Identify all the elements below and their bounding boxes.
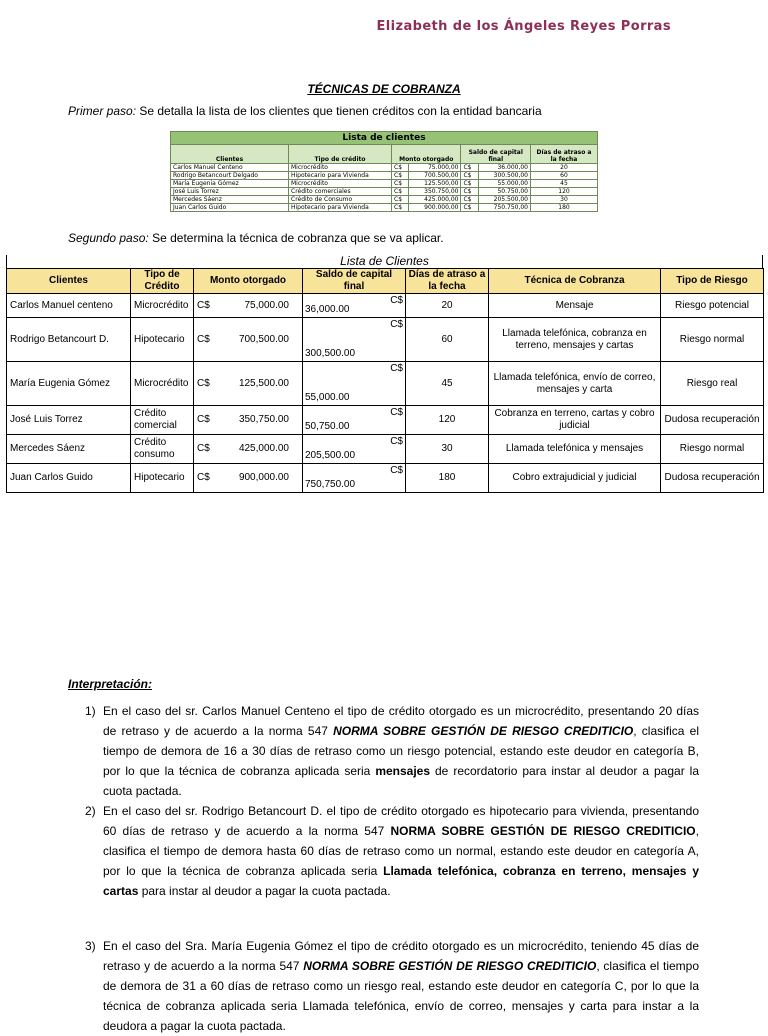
item-text: de recordatorio para instar al deudor a pagar la cuota pactada. (103, 764, 700, 798)
currency-label: C$ (197, 472, 210, 483)
dias-atraso-cell: 20 (406, 294, 489, 318)
riesgo-cell: Riesgo potencial (661, 294, 764, 318)
step-one-paragraph (68, 104, 542, 118)
mini-header: Tipo de crédito (289, 145, 392, 164)
monto-value: 425,000.00 (238, 443, 289, 454)
interpretation-item (85, 701, 700, 801)
currency-label: C$ (390, 363, 403, 374)
emphasis-text: NORMA SOBRE GESTIÓN DE RIESGO CREDITICIO (333, 724, 634, 738)
saldo-cell (303, 318, 406, 362)
mini-table-row (171, 204, 598, 212)
saldo-value: 750,750.00 (305, 479, 356, 490)
mini-table-cell: C$ (392, 204, 409, 212)
mini-table-cell: C$ (392, 172, 409, 180)
currency-label: C$ (197, 299, 210, 311)
monto-value: 900,000.00 (238, 472, 289, 483)
dias-atraso-cell: 45 (406, 362, 489, 406)
mini-table-cell: 180 (531, 204, 598, 212)
monto-value: 700,500.00 (238, 333, 289, 345)
mini-table-cell: Microcrédito (289, 164, 392, 172)
mini-table-cell: 75.000,00 (409, 164, 461, 172)
saldo-cell (303, 435, 406, 464)
saldo-value: 55,000.00 (305, 392, 350, 403)
saldo-cell (303, 362, 406, 406)
riesgo-cell: Dudosa recuperación (661, 464, 764, 493)
item-text: En el caso del sr. Rodrigo Betancourt D. el tipo de crédito otorgado es hipotecario para vivienda, presentando 60 días de retraso y de acuerdo a la norma 547 (103, 804, 699, 838)
header-monto: Monto otorgado (194, 269, 303, 294)
client-list-image-table (170, 131, 598, 212)
mini-table-cell: C$ (461, 164, 478, 172)
mini-table-cell: 205.500,00 (478, 196, 530, 204)
dias-atraso-cell: 180 (406, 464, 489, 493)
client-row (7, 318, 764, 362)
step-one-text: Se detalla la lista de los clientes que tienen créditos con la entidad bancaria (136, 104, 542, 118)
tipo-credito-cell: Hipotecario (131, 318, 194, 362)
currency-label: C$ (390, 295, 403, 306)
mini-table-caption: Lista de clientes (171, 132, 598, 145)
monto-cell (194, 435, 303, 464)
item-text: , clasifica el tiempo de demora de 16 a 30 días de retraso como un riesgo potencial, estando este deudor en categoría B, por lo que la técnica de cobranza aplicada seria (103, 724, 699, 778)
tecnica-cell: Cobro extrajudicial y judicial (489, 464, 661, 493)
mini-table-cell: C$ (461, 188, 478, 196)
mini-table-row (171, 188, 598, 196)
client-row (7, 464, 764, 493)
emphasis-text: NORMA SOBRE GESTIÓN DE RIESGO CREDITICIO (390, 824, 696, 838)
monto-value: 350,750.00 (238, 414, 289, 425)
mini-table-cell: 120 (531, 188, 598, 196)
mini-table-cell: José Luis Torrez (171, 188, 289, 196)
monto-value: 125,500.00 (238, 377, 289, 389)
saldo-value: 205,500.00 (305, 450, 356, 461)
mini-table-cell: 50.750,00 (478, 188, 530, 196)
mini-table-cell: C$ (392, 188, 409, 196)
collection-techniques-table (6, 268, 764, 493)
riesgo-cell: Riesgo normal (661, 318, 764, 362)
riesgo-cell: Dudosa recuperación (661, 406, 764, 435)
step-two-text: Se determina la técnica de cobranza que se va aplicar. (148, 231, 444, 245)
mini-table-cell: 750.750,00 (478, 204, 530, 212)
header-riesgo: Tipo de Riesgo (661, 269, 764, 294)
client-row (7, 435, 764, 464)
cliente-cell: María Eugenia Gómez (7, 362, 131, 406)
dias-atraso-cell: 30 (406, 435, 489, 464)
mini-table-cell: Juan Carlos Guido (171, 204, 289, 212)
item-text: para instar al deudor a pagar la cuota pactada. (138, 884, 391, 898)
client-row (7, 294, 764, 318)
currency-label: C$ (197, 377, 210, 389)
dias-atraso-cell: 60 (406, 318, 489, 362)
cliente-cell: Mercedes Sáenz (7, 435, 131, 464)
mini-table-cell: 20 (531, 164, 598, 172)
client-row (7, 406, 764, 435)
saldo-cell (303, 294, 406, 318)
interpretation-item (85, 936, 699, 1036)
monto-cell (194, 464, 303, 493)
mini-table-cell: C$ (461, 172, 478, 180)
author-name: Elizabeth de los Ángeles Reyes Porras (376, 19, 671, 34)
client-row (7, 362, 764, 406)
mini-table-cell: C$ (461, 196, 478, 204)
emphasis-text: mensajes (375, 764, 431, 778)
item-number: 1) (85, 704, 96, 718)
mini-table-cell: 30 (531, 196, 598, 204)
item-text: En el caso del Sra. María Eugenia Gómez el tipo de crédito otorgado es un microcrédito, teniendo 45 días de retraso y de acuerdo a la norma 547 (103, 939, 699, 973)
mini-table-cell: 60 (531, 172, 598, 180)
item-text: , clasifica el tiempo de demora hasta 60 días de retraso como un normal, estando este deudor en categoría A, por lo que la técnica de cobranza aplicada seria (103, 824, 699, 878)
mini-table-cell: 125.500,00 (409, 180, 461, 188)
monto-value: 75,000.00 (244, 299, 289, 311)
mini-table-cell: 900.000,00 (409, 204, 461, 212)
cliente-cell: Juan Carlos Guido (7, 464, 131, 493)
item-text: En el caso del sr. Carlos Manuel Centeno el tipo de crédito otorgado es un microcrédito, presentando 20 días de retraso y de acuerdo a la norma 547 (103, 704, 699, 738)
tecnica-cell: Llamada telefónica y mensajes (489, 435, 661, 464)
mini-table-cell: Crédito comerciales (289, 188, 392, 196)
mini-table-cell: 350.750,00 (409, 188, 461, 196)
mini-table-cell: C$ (461, 180, 478, 188)
step-one-label: Primer paso: (68, 104, 137, 118)
mini-table-cell: Hipotecario para Vivienda (289, 204, 392, 212)
riesgo-cell: Riesgo normal (661, 435, 764, 464)
cliente-cell: Rodrigo Betancourt D. (7, 318, 131, 362)
mini-table-cell: C$ (392, 164, 409, 172)
tipo-credito-cell: Crédito consumo (131, 435, 194, 464)
currency-label: C$ (390, 407, 403, 418)
mini-table-cell: Crédito de Consumo (289, 196, 392, 204)
interpretation-heading: Interpretación: (68, 677, 153, 691)
cliente-cell: Carlos Manuel centeno (7, 294, 131, 318)
mini-table-cell: Carlos Manuel Centeno (171, 164, 289, 172)
emphasis-text: NORMA SOBRE GESTIÓN DE RIESGO CREDITICIO (303, 959, 597, 973)
mini-header: Saldo de capital final (461, 145, 531, 164)
mini-table-row (171, 164, 598, 172)
currency-label: C$ (390, 319, 403, 330)
cliente-cell: José Luis Torrez (7, 406, 131, 435)
step-two-paragraph (68, 231, 444, 245)
tipo-credito-cell: Hipotecario (131, 464, 194, 493)
tipo-credito-cell: Microcrédito (131, 362, 194, 406)
currency-label: C$ (197, 333, 210, 345)
mini-table-cell: 425.000,00 (409, 196, 461, 204)
item-number: 2) (85, 804, 96, 818)
tipo-credito-cell: Crédito comercial (131, 406, 194, 435)
mini-header: Días de atraso a la fecha (531, 145, 598, 164)
currency-label: C$ (390, 465, 403, 476)
currency-label: C$ (197, 414, 210, 425)
mini-table-cell: C$ (461, 204, 478, 212)
saldo-value: 50,750.00 (305, 421, 350, 432)
monto-cell (194, 406, 303, 435)
header-tecnica: Técnica de Cobranza (489, 269, 661, 294)
saldo-value: 36,000.00 (305, 304, 350, 315)
saldo-value: 300,500.00 (305, 348, 356, 359)
tecnica-cell: Cobranza en terreno, cartas y cobro judicial (489, 406, 661, 435)
mini-table-cell: Rodrigo Betancourt Delgado (171, 172, 289, 180)
currency-label: C$ (197, 443, 210, 454)
mini-table-cell: 55.000,00 (478, 180, 530, 188)
mini-table-row (171, 196, 598, 204)
mini-table-cell: C$ (392, 196, 409, 204)
mini-table-row (171, 180, 598, 188)
interpretation-item (85, 801, 700, 901)
item-text: , clasifica el tiempo de demora de 31 a 60 días de retraso como un riesgo real, estando este deudor en categoría C, por lo que la técnica de cobranza aplicada seria Llamada telefónica, envío de correo, mensajes y carta para instar a la deudora a pagar la cuota pactada. (103, 959, 699, 1033)
tecnica-cell: Llamada telefónica, envío de correo, mensajes y carta (489, 362, 661, 406)
monto-cell (194, 294, 303, 318)
tecnica-cell: Mensaje (489, 294, 661, 318)
mini-table-cell: 300.500,00 (478, 172, 530, 180)
saldo-cell (303, 464, 406, 493)
mini-header: Monto otorgado (392, 145, 461, 164)
mini-table-cell: Mercedes Sáenz (171, 196, 289, 204)
currency-label: C$ (390, 436, 403, 447)
tecnica-cell: Llamada telefónica, cobranza en terreno, mensajes y cartas (489, 318, 661, 362)
header-dias-atraso: Días de atraso a la fecha (406, 269, 489, 294)
dias-atraso-cell: 120 (406, 406, 489, 435)
emphasis-text: Llamada telefónica, cobranza en terreno, mensajes y cartas (103, 864, 700, 898)
monto-cell (194, 318, 303, 362)
mini-table-row (171, 172, 598, 180)
riesgo-cell: Riesgo real (661, 362, 764, 406)
mini-table-cell: 700.500,00 (409, 172, 461, 180)
mini-table-cell: María Eugenia Gómez (171, 180, 289, 188)
mini-table-cell: 36.000,00 (478, 164, 530, 172)
document-title: TÉCNICAS DE COBRANZA (307, 82, 461, 96)
monto-cell (194, 362, 303, 406)
mini-header: Clientes (171, 145, 289, 164)
saldo-cell (303, 406, 406, 435)
mini-table-cell: Hipotecario para Vivienda (289, 172, 392, 180)
mini-table-cell: 45 (531, 180, 598, 188)
main-table-caption: Lista de Clientes (6, 255, 763, 268)
tipo-credito-cell: Microcrédito (131, 294, 194, 318)
step-two-label: Segundo paso: (68, 231, 149, 245)
item-number: 3) (85, 939, 96, 953)
header-clientes: Clientes (7, 269, 131, 294)
mini-table-cell: C$ (392, 180, 409, 188)
header-saldo: Saldo de capital final (303, 269, 406, 294)
mini-table-cell: Microcrédito (289, 180, 392, 188)
header-tipo-credito: Tipo de Crédito (131, 269, 194, 294)
